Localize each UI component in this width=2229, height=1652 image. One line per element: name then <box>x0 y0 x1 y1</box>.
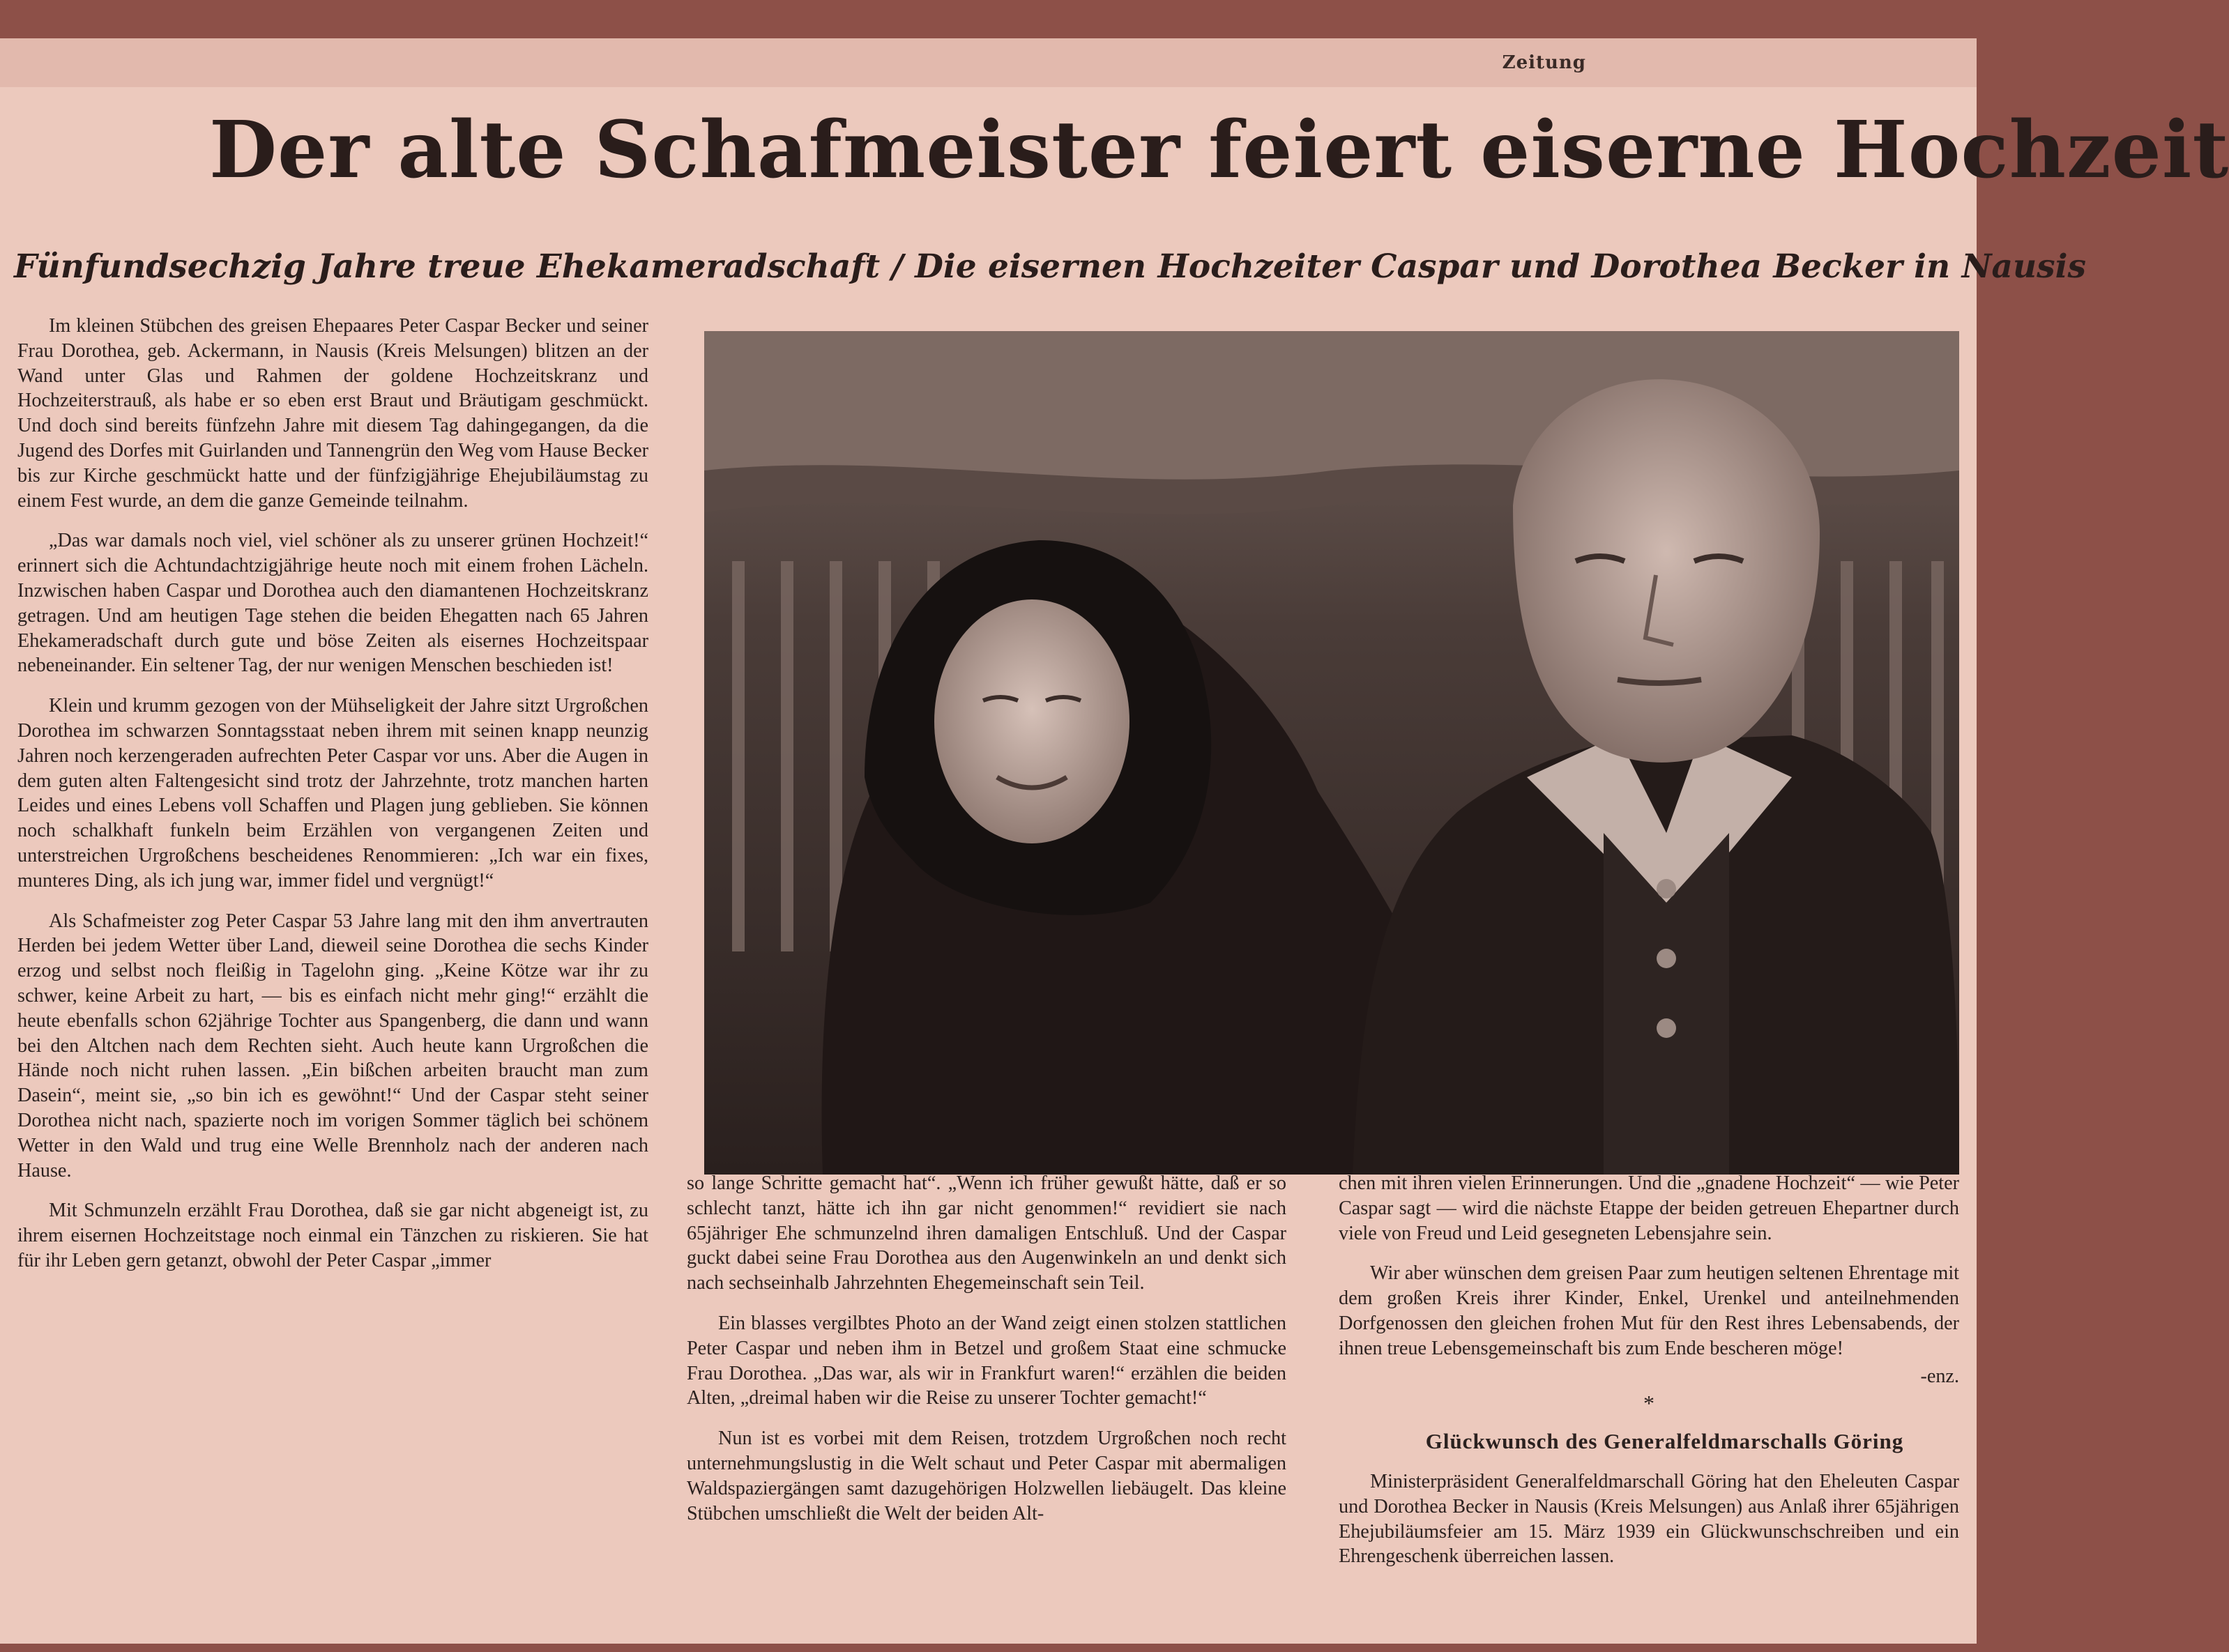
article-paragraph: Im kleinen Stübchen des greisen Ehepaares Peter Caspar Becker und seiner Frau Dorothea, geb. Ackermann, in Nausis (Kreis Melsungen) blitzen an der Wand unter Glas und Rahmen der goldene Hochzeitskranz und Hochzeiterstrauß, als habe er so eben erst Braut und Bräutigam geschmückt. Und doch sind bereits fünfzehn Jahre mit diesem Tag dahingegangen, da die Jugend des Dorfes mit Guirlanden und Tannengrün den Weg vom Hause Becker bis zur Kirche geschmückt hatte und der fünfzigjährige Ehejubiläumstag zu einem Fest wurde, an dem die ganze Gemeinde teilnahm. <box>17 315 648 512</box>
subheadline: Fünfundsechzig Jahre treue Ehekameradschaft / Die eisernen Hochzeiter Caspar und Dorothea Becker in Nausis <box>14 247 2086 286</box>
article-paragraph: chen mit ihren vielen Erinnerungen. Und die „gnadene Hochzeit“ — wie Peter Caspar sagt — wird die nächste Etappe der beiden getreuen Ehepartner durch viele von Freud und Leid gesegneten Lebensjahre sein. <box>1339 1172 1959 1244</box>
article-paragraph: „Das war damals noch viel, viel schöner als zu unserer grünen Hochzeit!“ erinnert sich die Achtundachtzigjährige heute noch mit einem frohen Lächeln. Inzwischen haben Caspar und Dorothea auch den diamantenen Hochzeitskranz getragen. Und am heutigen Tage stehen die beiden Ehegatten nach 65 Jahren Ehekameradschaft durch gute und böse Zeiten als eisernes Hochzeitspaar nebeneinander. Ein seltener Tag, der nur wenigen Menschen beschieden ist! <box>17 530 648 677</box>
congrats-heading: Glückwunsch des Generalfeldmarschalls Göring <box>1425 1429 1904 1454</box>
newspaper-clipping <box>0 38 2229 1644</box>
headline: Der alte Schafmeister feiert eiserne Hochzeit <box>209 105 2229 196</box>
article-paragraph: Klein und krumm gezogen von der Mühseligkeit der Jahre sitzt Urgroßchen Dorothea im schwarzen Sonntagsstaat neben ihrem mit seinen knapp neunzig Jahren noch kerzengeraden aufrechten Peter Caspar vor uns. Aber die Augen in dem guten alten Faltengesicht sind trotz der Jahrzehnte, trotz manchen harten Leides und eines Lebens voll Schaffen und Plagen jung geblieben. Sie können noch schalkhaft funkeln beim Erzählen von vergangenen Zeiten und unterstreichen Urgroßchens bescheidenes Renommieren: „Ich war ein fixes, munteres Ding, als ich jung war, immer fidel und vergnügt!“ <box>17 695 648 892</box>
congrats-paragraph: Ministerpräsident Generalfeldmarschall Göring hat den Eheleuten Caspar und Dorothea Becker in Nausis (Kreis Melsungen) aus Anlaß ihrer 65jährigen Ehejubiläumsfeier am 15. März 1939 ein Glückwunschschreiben und ein Ehrengeschenk überreichen lassen. <box>1339 1470 1959 1568</box>
article-column-left <box>17 314 648 1652</box>
article-paragraph: Wir aber wünschen dem greisen Paar zum heutigen seltenen Ehrentage mit dem großen Kreis ihrer Kinder, Enkel, Urenkel und anteilnehmenden Dorfgenossen den gleichen frohen Mut für den Rest ihres Lebensabends, der ihnen treue Lebensgemeinschaft bis zum Ende bescheren möge! <box>1339 1262 1959 1359</box>
author-signature: -enz. <box>1920 1365 1959 1387</box>
article-column-right <box>1339 1171 1959 1652</box>
article-paragraph: Ein blasses vergilbtes Photo an der Wand zeigt einen stolzen stattlichen Peter Caspar und neben ihm in Betzel und großem Staat eine schmucke Frau Dorothea. „Das war, als wir in Frankfurt waren!“ erzählen die beiden Alten, „dreimal haben wir die Reise zu unserer Tochter gemacht!“ <box>687 1312 1286 1409</box>
section-separator: * <box>1643 1391 1654 1416</box>
article-paragraph: so lange Schritte gemacht hat“. „Wenn ich früher gewußt hätte, daß er so schlecht tanzt, hätte ich ihn gar nicht genommen!“ revidiert sie nach 65jähriger Ehe schmunzelnd ihren damaligen Entschluß. Und der Caspar guckt dabei seine Frau Dorothea aus den Augenwinkeln an und denkt sich nach sechseinhalb Jahrzehnten Ehegemeinschaft sein Teil. <box>687 1172 1286 1294</box>
article-paragraph: Als Schafmeister zog Peter Caspar 53 Jahre lang mit den ihm anvertrauten Herden bei jedem Wetter über Land, dieweil seine Dorothea die sechs Kinder erzog und selbst noch fleißig in Tagelohn ging. „Keine Kötze war ihr zu schwer, keine Arbeit zu hart, — bis es einfach nicht mehr ging!“ erzählt die heute ebenfalls schon 62jährige Tochter aus Spangenberg, die dann und wann bei den Altchen nach dem Rechten sieht. Auch heute kann Urgroßchen die Hände noch nicht ruhen lassen. „Ein bißchen arbeiten braucht man zum Dasein“, meint sie, „so bin ich es gewöhnt!“ Und der Caspar steht seiner Dorothea nicht nach, spazierte noch im vorigen Sommer täglich bei schönem Wetter in den Wald und trug eine Welle Brennholz nach der anderen nach Hause. <box>17 910 648 1181</box>
article-paragraph: Mit Schmunzeln erzählt Frau Dorothea, daß sie gar nicht abgeneigt ist, zu ihrem eisernen Hochzeitstage noch einmal ein Tänzchen zu riskieren. Sie hat für ihr Leben gern getanzt, obwohl der Peter Caspar „immer <box>17 1200 648 1271</box>
article-paragraph: Nun ist es vorbei mit dem Reisen, trotzdem Urgroßchen noch recht unternehmungslustig in die Welt schaut und Peter Caspar mit abermaligen Waldspaziergängen samt dazugehörigen Holzwellen liebäugelt. Das kleine Stübchen umschließt die Welt der beiden Alt- <box>687 1428 1286 1524</box>
article-column-middle <box>687 1171 1286 1652</box>
previous-page-strip <box>0 38 1977 87</box>
couple-photograph <box>704 331 1959 1175</box>
previous-page-fragment: Zeitung <box>1502 52 1586 73</box>
